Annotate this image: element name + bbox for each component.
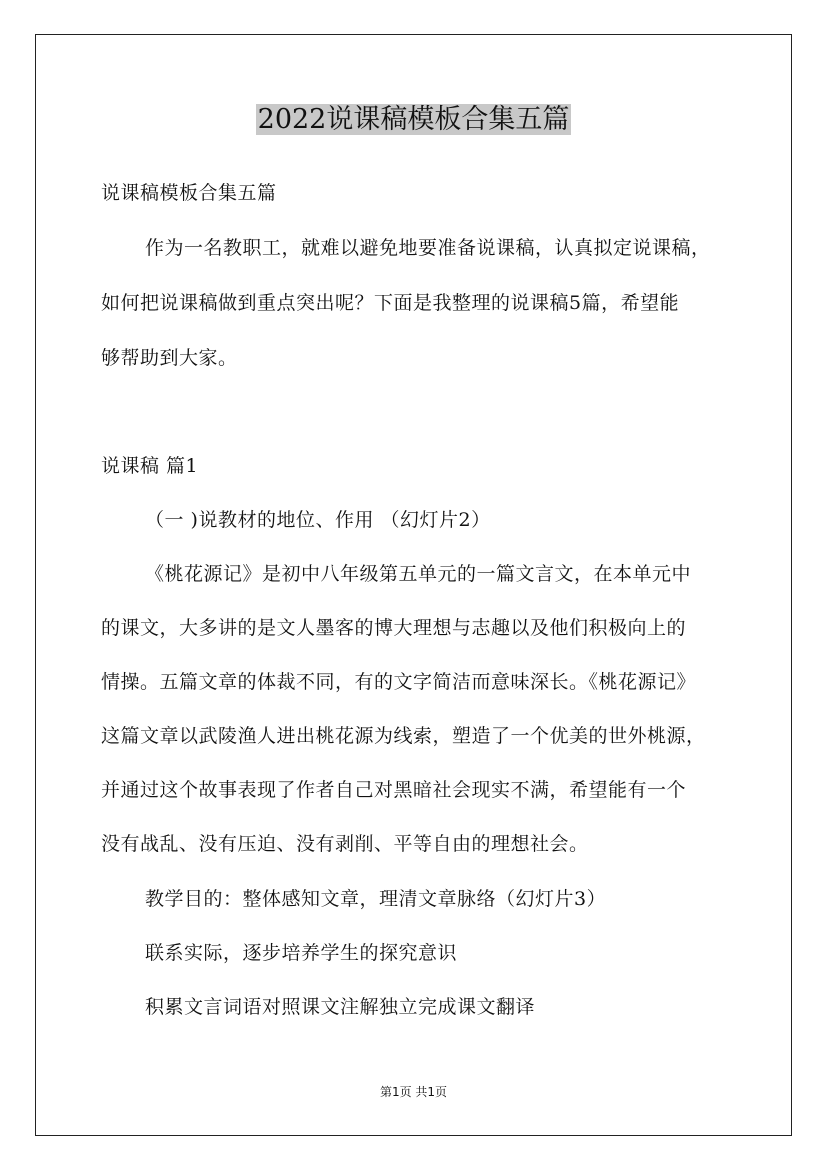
- section-heading: 说课稿 篇1: [101, 455, 199, 477]
- section-subheading: （一 )说教材的地位、作用 （幻灯片2）: [145, 509, 491, 531]
- document-subtitle: 说课稿模板合集五篇: [101, 182, 277, 204]
- document-title-text: 2022说课稿模板合集五篇: [257, 104, 570, 135]
- body-line-1: 《桃花源记》是初中八年级第五单元的一篇文言文，在本单元中: [145, 563, 692, 585]
- goal-line-3: 积累文言词语对照课文注解独立完成课文翻译: [145, 996, 536, 1018]
- body-line-4: 这篇文章以武陵渔人进出桃花源为线索，塑造了一个优美的世外桃源，: [101, 725, 706, 747]
- intro-line-3: 够帮助到大家。: [101, 347, 238, 369]
- body-line-6: 没有战乱、没有压迫、没有剥削、平等自由的理想社会。: [101, 833, 589, 855]
- intro-line-1: 作为一名教职工，就难以避免地要准备说课稿，认真拟定说课稿，: [145, 237, 711, 259]
- goal-line-2: 联系实际，逐步培养学生的探究意识: [145, 942, 458, 964]
- goal-line-1: 教学目的：整体感知文章，理清文章脉络（幻灯片3）: [145, 888, 607, 910]
- intro-line-2: 如何把说课稿做到重点突出呢？下面是我整理的说课稿5篇，希望能: [101, 292, 680, 314]
- body-line-2: 的课文，大多讲的是文人墨客的博大理想与志趣以及他们积极向上的: [101, 617, 687, 639]
- page-footer: 第1页 共1页: [379, 1085, 448, 1099]
- document-title: [0, 100, 827, 140]
- body-line-3: 情操。五篇文章的体裁不同，有的文字简洁而意味深长。《桃花源记》: [101, 671, 697, 693]
- body-line-5: 并通过这个故事表现了作者自己对黑暗社会现实不满，希望能有一个: [101, 779, 687, 801]
